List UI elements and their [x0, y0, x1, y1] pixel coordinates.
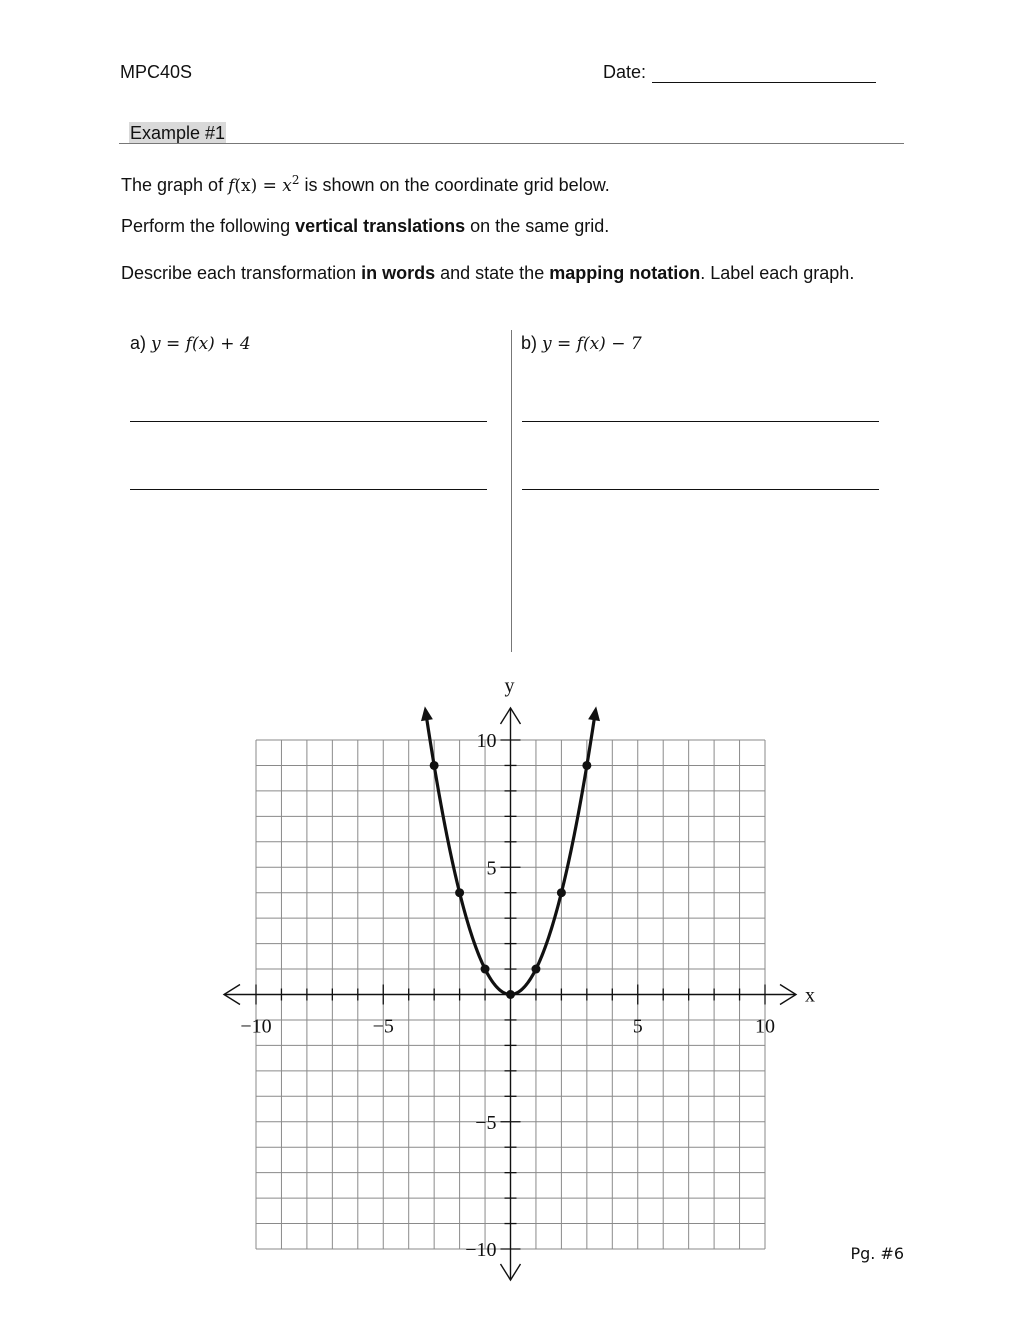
- data-point: [455, 888, 464, 897]
- x-tick-label: −10: [240, 1015, 272, 1038]
- data-point: [430, 761, 439, 770]
- data-point: [531, 965, 540, 974]
- part-label: a): [130, 333, 152, 353]
- text: on the same grid.: [465, 216, 610, 236]
- data-point: [582, 761, 591, 770]
- bold-text: mapping notation: [549, 263, 701, 283]
- course-code: MPC40S: [120, 62, 193, 82]
- curve-arrow-right: [588, 706, 600, 721]
- curve-arrow-left: [421, 706, 433, 721]
- text: Describe each transformation: [121, 263, 362, 283]
- math-arg: (x) =: [234, 176, 283, 196]
- date-label: Date:: [603, 62, 647, 82]
- part-expression: y = f(x) − 7: [542, 334, 642, 354]
- x-tick-label: −5: [372, 1015, 394, 1038]
- bold-text: vertical translations: [295, 216, 466, 236]
- text: . Label each graph.: [700, 263, 855, 283]
- page-number: Pg. #6: [850, 1244, 904, 1263]
- x-axis-label: x: [805, 984, 815, 1007]
- data-point: [506, 990, 515, 999]
- math-x: x: [282, 176, 292, 196]
- x-tick-label: 10: [755, 1015, 775, 1038]
- data-point: [557, 888, 566, 897]
- y-tick-label: −10: [465, 1239, 497, 1261]
- text: Perform the following: [121, 216, 296, 236]
- bold-text: in words: [361, 263, 436, 283]
- y-tick-label: 10: [476, 730, 497, 752]
- math-exponent: 2: [291, 173, 300, 187]
- text: is shown on the coordinate grid below.: [299, 175, 610, 195]
- part-expression: y = f(x) + 4: [151, 334, 251, 354]
- y-tick-label: −5: [475, 1111, 497, 1134]
- math-f: f: [228, 176, 235, 196]
- y-tick-label: 5: [486, 857, 497, 880]
- data-point: [481, 965, 490, 974]
- text: The graph of: [121, 175, 229, 195]
- text: and state the: [435, 263, 550, 283]
- part-label: b): [521, 333, 543, 353]
- example-title: Example #1: [130, 123, 226, 143]
- x-tick-label: 5: [632, 1015, 643, 1038]
- y-axis-label: y: [504, 675, 515, 697]
